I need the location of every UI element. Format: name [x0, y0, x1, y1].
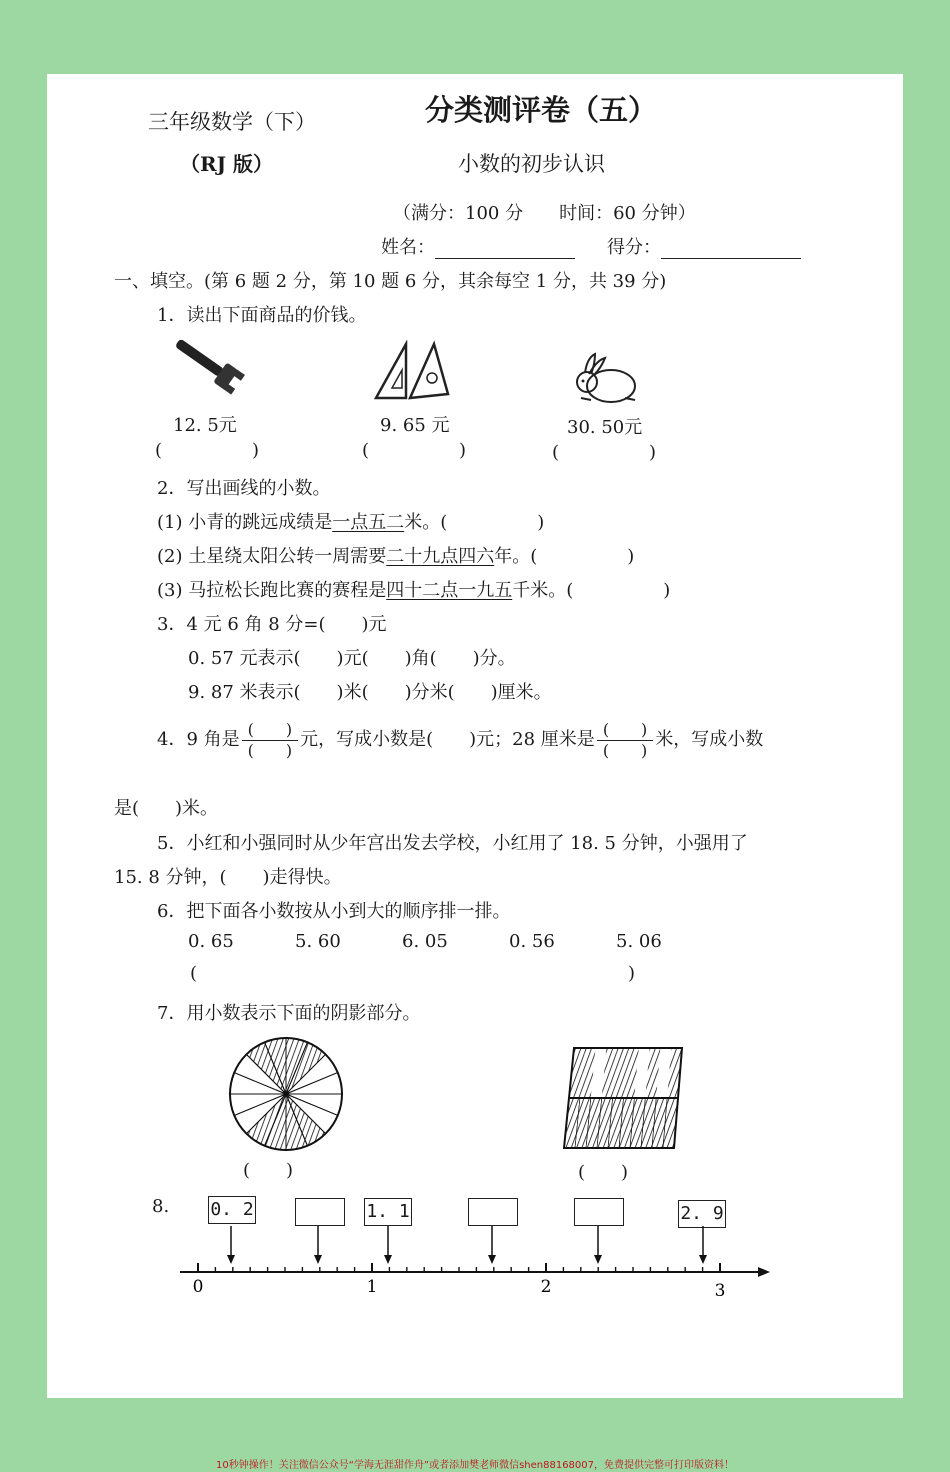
- pointer-arrow-head: [384, 1255, 392, 1264]
- number-line-label: 0: [192, 1277, 204, 1297]
- q4-fraction-2-den[interactable]: ( ): [602, 740, 648, 760]
- number-line-label: 3: [714, 1281, 726, 1301]
- q2-line-2-post[interactable]: 年。( ): [494, 546, 635, 567]
- q1-text: 1．读出下面商品的价钱。: [157, 305, 367, 326]
- q4-fraction-1-num[interactable]: ( ): [242, 722, 299, 741]
- pointer-arrow-head: [594, 1255, 602, 1264]
- edition-label: （RJ 版）: [180, 152, 274, 176]
- answer-blank-3[interactable]: ( ): [552, 442, 657, 463]
- q3-line-3[interactable]: 9. 87 米表示( )米( )分米( )厘米。: [188, 682, 552, 703]
- q5-line-2[interactable]: 15. 8 分钟，( )走得快。: [114, 867, 342, 888]
- answer-blank-1[interactable]: ( ): [155, 440, 260, 461]
- q7-text: 7．用小数表示下面的阴影部分。: [157, 1003, 421, 1024]
- number-box: 2. 9: [678, 1200, 726, 1228]
- shaded-grid-figure: [560, 1046, 686, 1152]
- q6-number: 0. 65: [188, 931, 234, 952]
- wrench-icon: [168, 330, 248, 400]
- answer-blank-2[interactable]: ( ): [362, 440, 467, 461]
- number-line-arrow: [758, 1267, 770, 1277]
- page-title: 分类测评卷（五）: [425, 93, 658, 127]
- pointer-arrow-head: [488, 1255, 496, 1264]
- q2-line-2: [157, 542, 634, 568]
- page-subtitle: 小数的初步认识: [458, 152, 605, 176]
- number-box-blank[interactable]: [468, 1198, 518, 1226]
- score-field[interactable]: [607, 233, 801, 259]
- q6-answer-close[interactable]: ): [628, 963, 636, 984]
- price-2: 9. 65 元: [380, 415, 450, 436]
- pointer-arrow-head: [227, 1255, 235, 1264]
- q2-line-3: [157, 576, 670, 602]
- section-heading: 一、填空。(第 6 题 2 分，第 10 题 6 分，其余每空 1 分，共 39 分): [114, 271, 667, 292]
- shaded-circle-figure: [226, 1034, 346, 1154]
- q4-part-a: 4．9 角是: [157, 729, 240, 750]
- number-box: 1. 1: [364, 1198, 412, 1226]
- footer-note: 10秒钟操作！关注微信公众号“学海无涯甜作舟”或者添加樊老师微信shen88168007，免费提供完整可打印版资料！: [215, 1460, 735, 1471]
- q4-line-2[interactable]: 是( )米。: [114, 798, 219, 819]
- pointer-arrow-head: [699, 1255, 707, 1264]
- q2-line-3-pre: (3) 马拉松长跑比赛的赛程是: [157, 580, 387, 601]
- name-label: 姓名：: [381, 237, 435, 258]
- q6-number: 6. 05: [402, 931, 448, 952]
- q2-line-1-pre: (1) 小青的跳远成绩是: [157, 512, 333, 533]
- q6-text: 6．把下面各小数按从小到大的顺序排一排。: [157, 901, 511, 922]
- rabbit-icon: [567, 352, 647, 408]
- q7-answer-2[interactable]: ( ): [578, 1162, 629, 1183]
- q8-label: 8.: [152, 1196, 170, 1217]
- q2-line-1: [157, 508, 544, 534]
- price-3: 30. 50元: [567, 417, 643, 438]
- q4-line-1[interactable]: [157, 714, 763, 766]
- pointer-arrow-head: [314, 1255, 322, 1264]
- q4-fraction-1-den[interactable]: ( ): [247, 740, 293, 760]
- q6-number: 5. 06: [616, 931, 662, 952]
- q4-fraction-1[interactable]: [242, 719, 299, 760]
- number-line: [170, 1226, 780, 1306]
- q4-fraction-2[interactable]: [597, 719, 654, 760]
- q2-line-2-pre: (2) 土星绕太阳公转一周需要: [157, 546, 387, 567]
- grade-label: 三年级数学（下）: [148, 110, 316, 134]
- number-box: 0. 2: [208, 1196, 256, 1224]
- q2-line-1-post[interactable]: 米。( ): [404, 512, 545, 533]
- number-line-label: 2: [540, 1277, 552, 1297]
- score-time-info: （满分：100 分 时间：60 分钟）: [393, 203, 696, 224]
- q2-line-1-underlined: 一点五二: [332, 512, 405, 533]
- q6-answer-open[interactable]: (: [190, 963, 198, 984]
- q6-number: 0. 56: [509, 931, 555, 952]
- q2-line-2-underlined: 二十九点四六: [386, 546, 495, 567]
- q3-line-2[interactable]: 0. 57 元表示( )元( )角( )分。: [188, 648, 516, 669]
- q2-line-3-post[interactable]: 千米。( ): [512, 580, 671, 601]
- name-field[interactable]: [381, 233, 575, 259]
- score-line[interactable]: [661, 240, 801, 259]
- set-square-icon: [372, 340, 452, 402]
- q4-part-c: 米，写成小数: [655, 729, 764, 750]
- q7-answer-1[interactable]: ( ): [243, 1160, 294, 1181]
- q2-line-3-underlined: 四十二点一九五: [386, 580, 513, 601]
- name-line[interactable]: [435, 240, 575, 259]
- q4-fraction-2-num[interactable]: ( ): [597, 722, 654, 741]
- number-line-label: 1: [366, 1277, 378, 1297]
- q2-text: 2．写出画线的小数。: [157, 478, 331, 499]
- number-box-blank[interactable]: [574, 1198, 624, 1226]
- number-box-blank[interactable]: [295, 1198, 345, 1226]
- q3-line-1[interactable]: 3．4 元 6 角 8 分=( )元: [157, 614, 387, 635]
- q4-part-b[interactable]: 元，写成小数是( )元；28 厘米是: [300, 729, 595, 750]
- price-1: 12. 5元: [173, 415, 237, 436]
- score-label: 得分：: [607, 237, 661, 258]
- q5-line-1: 5．小红和小强同时从少年宫出发去学校，小红用了 18. 5 分钟，小强用了: [157, 833, 748, 854]
- q6-number: 5. 60: [295, 931, 341, 952]
